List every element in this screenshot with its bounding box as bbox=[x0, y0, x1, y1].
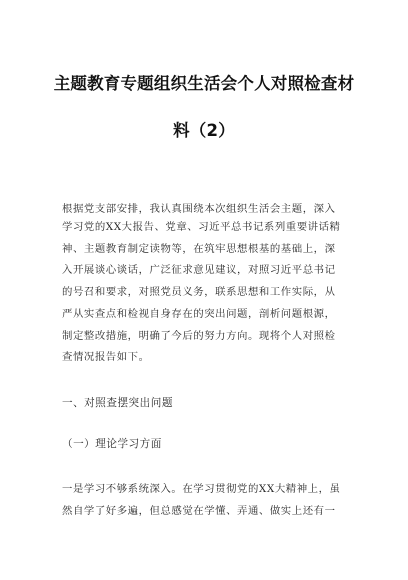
paragraph-line: 查情况报告如下。 bbox=[62, 351, 150, 363]
document-title-line-2: 料（2） bbox=[173, 121, 235, 140]
paragraph-line: 入开展谈心谈话，广泛征求意见建议，对照习近平总书记 bbox=[62, 264, 336, 276]
paragraph-line: 严从实查点和检视自身存在的突出问题，剖析问题根源， bbox=[62, 308, 336, 320]
paragraph-line: 根据党支部安排，我认真围绕本次组织生活会主题，深入 bbox=[62, 203, 336, 215]
paragraph-line: 神、主题教育制定读物等，在筑牢思想根基的基础上，深 bbox=[62, 243, 336, 255]
paragraph-line: 一是学习不够系统深入。在学习贯彻党的XX大精神上，虽 bbox=[62, 483, 341, 495]
paragraph-line: 然自学了好多遍，但总感觉在学懂、弄通、做实上还有一 bbox=[62, 505, 336, 517]
section-heading: 一、对照查摆突出问题 bbox=[62, 397, 173, 409]
document-title-line-1: 主题教育专题组织生活会个人对照检查材 bbox=[53, 74, 355, 93]
paragraph-line: 学习党的XX大报告、党章、习近平总书记系列重要讲话精 bbox=[62, 221, 341, 233]
paragraph-line: 制定整改措施，明确了今后的努力方向。现将个人对照检 bbox=[62, 330, 336, 342]
subsection-heading: （一）理论学习方面 bbox=[62, 438, 162, 450]
paragraph-line: 的号召和要求，对照党员义务，联系思想和工作实际，从 bbox=[62, 286, 336, 298]
